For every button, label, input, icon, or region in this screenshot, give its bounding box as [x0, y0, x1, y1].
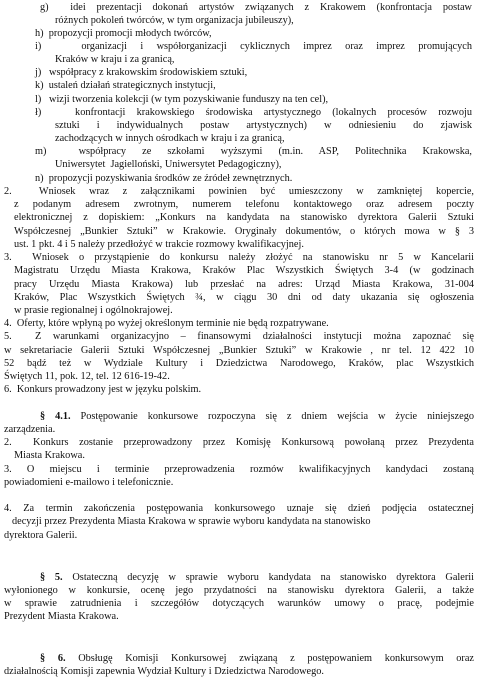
text-line	[55, 132, 285, 145]
line-text: w sprawie zatrudnienia i szczegółów dotyczących warunków umowy o pracę, podejmie	[4, 598, 474, 609]
line-text: 5. Z warunkami organizacyjno – finansowymi działalności instytucji można zapoznać się	[4, 331, 474, 342]
text-line	[40, 1, 472, 14]
line-text: m) współpracy ze szkołami wyższymi (m.in. ASP, Politechnika Krakowska,	[35, 146, 472, 157]
line-text: k) ustaleń działań strategicznych instytucji,	[35, 80, 216, 91]
line-text: 6. Konkurs prowadzony jest w języku polskim.	[4, 384, 202, 395]
text-line	[40, 571, 474, 584]
line-text: 3. Wniosek o przystąpienie do konkursu należy złożyć na stanowisku nr 5 w Kancelarii	[4, 252, 474, 263]
line-text: zachodzących w innych ośrodkach w kraju i za granicą,	[55, 133, 285, 144]
line-text: Miasta Krakowa.	[14, 450, 85, 461]
line-text: decyzji przez Prezydenta Miasta Krakowa w sprawie wyboru kandydata na stanowisko	[12, 516, 371, 527]
text-line	[4, 423, 55, 436]
line-text: zarządzenia.	[4, 424, 56, 435]
line-text: pracy Urzędu Miasta Krakowa) lub przesłać na adres: Urząd Miasta Krakowa, 31-004	[14, 279, 474, 290]
text-line	[4, 317, 329, 330]
text-line	[35, 66, 247, 79]
text-line	[35, 93, 328, 106]
text-line	[4, 251, 474, 264]
line-text: w sekretariacie Galerii Sztuki Współczesnej „Bunkier Sztuki” w Krakowie , nr tel. 12 422 10	[4, 345, 474, 356]
text-line	[4, 357, 474, 370]
line-text: Postępowanie konkursowe rozpoczyna się z dniem wejścia w życie niniejszego	[70, 411, 474, 422]
line-text: 4. Za termin zakończenia postępowania konkursowego uznaje się dzień podjęcia ostatecznej	[4, 503, 474, 514]
line-text: Ostateczną decyzję w sprawie wyboru kandydata na stanowisko dyrektora Galerii	[62, 572, 475, 583]
section-number: § 4.1.	[40, 411, 71, 422]
text-line	[14, 264, 474, 277]
text-line	[35, 27, 212, 40]
line-text: w prasie regionalnej i ogólnokrajowej.	[14, 305, 173, 316]
line-text: Obsługę Komisji Konkursowej związaną z postępowaniem konkursowym oraz	[65, 653, 474, 664]
line-text: z podanym adresem zwrotnym, numerem telefonu kontaktowego oraz adresem poczty	[14, 199, 474, 210]
line-text: l) wizji tworzenia kolekcji (w tym pozyskiwanie funduszy na ten cel),	[35, 94, 329, 105]
text-line	[4, 584, 474, 597]
text-line	[4, 383, 201, 396]
text-line	[4, 476, 173, 489]
line-text: różnych pokoleń twórców, w tym organizacja jubileuszy),	[55, 15, 294, 26]
line-text: Współczesnej „Bunkier Sztuki” w Krakowie. Oryginały dokumentów, o których mowa w § 3	[14, 226, 474, 237]
line-text: n) propozycji pozyskiwania środków ze źródeł zewnętrznych.	[35, 173, 293, 184]
text-line	[4, 529, 77, 542]
text-line	[14, 449, 85, 462]
line-text: powiadomieni e-mailowo i telefonicznie.	[4, 477, 174, 488]
line-text: ust. 1 pkt. 4 i 5 należy przedłożyć w trakcie rozmowy kwalifikacyjnej.	[14, 239, 304, 250]
text-line	[35, 145, 472, 158]
text-line	[4, 597, 474, 610]
section-number: § 6.	[40, 653, 66, 664]
text-line	[55, 53, 175, 66]
text-line	[55, 119, 472, 132]
line-text: sztuki i indywidualnych postaw artystycznych) w odniesieniu do zjawisk	[55, 120, 472, 131]
line-text: działalnością Komisji zapewnia Wydział Kultury i Dziedzictwa Narodowego.	[4, 666, 325, 677]
text-line	[4, 665, 324, 678]
text-line	[55, 158, 281, 171]
text-line	[4, 502, 474, 515]
line-text: 4. Oferty, które wpłyną po wyżej określonym terminie nie będą rozpatrywane.	[4, 318, 329, 329]
line-text: Magistratu Urzędu Miasta Krakowa, Kraków Plac Wszystkich Świętych 3-4 (w godzinach	[14, 265, 474, 276]
line-text: 2. Konkurs zostanie przeprowadzony przez Komisję Konkursową powołaną przez Prezydenta	[4, 437, 474, 448]
line-text: Prezydent Miasta Krakowa.	[4, 611, 119, 622]
text-line	[4, 610, 119, 623]
text-line	[4, 330, 474, 343]
text-line	[35, 172, 292, 185]
text-line	[12, 515, 371, 528]
text-line	[14, 198, 474, 211]
text-line	[14, 304, 173, 317]
text-line	[4, 370, 170, 383]
line-text: 52 bądź też w Wydziale Kultury i Dziedzictwa Narodowego, Kraków, plac Wszystkich	[4, 358, 474, 369]
line-text: elektronicznej z dopiskiem: „Konkurs na kandydata na stanowisko dyrektora Galerii Sztuki	[14, 212, 474, 223]
text-line	[35, 40, 472, 53]
text-line	[4, 463, 474, 476]
line-text: 2. Wniosek wraz z załącznikami powinien być umieszczony w zamkniętej kopercie,	[4, 186, 474, 197]
line-text: ł) konfrontacji krakowskiego środowiska artystycznego (lokalnych procesów rozwoju	[35, 107, 472, 118]
line-text: h) propozycji promocji młodych twórców,	[35, 28, 212, 39]
line-text: wyłonionego w konkursie, ocenę jego przydatności na stanowisku dyrektora Galerii, a także	[4, 585, 474, 596]
text-line	[14, 238, 304, 251]
line-text: Kraków, Plac Wszystkich Świętych ¾, w ciągu 30 dni od daty ukazania się ogłoszenia	[14, 292, 474, 303]
text-line	[14, 211, 474, 224]
text-line	[55, 14, 472, 27]
text-line	[35, 79, 216, 92]
line-text: j) współpracy z krakowskim środowiskiem sztuki,	[35, 67, 248, 78]
line-text: Uniwersytet Jagielloński, Uniwersytet Pedagogiczny),	[55, 159, 282, 170]
text-line	[14, 225, 474, 238]
text-line	[40, 410, 474, 423]
line-text: i) organizacji i współorganizacji cyklicznych imprez oraz imprez promujących	[35, 41, 472, 52]
line-text: Świętych 11, pok. 12, tel. 12 616-19-42.	[4, 371, 170, 382]
line-text: Kraków w kraju i za granicą,	[55, 54, 175, 65]
text-line	[4, 344, 474, 357]
text-line	[14, 278, 474, 291]
text-line	[4, 185, 474, 198]
section-number: § 5.	[40, 572, 63, 583]
text-line	[4, 436, 474, 449]
text-line	[40, 652, 474, 665]
line-text: 3. O miejscu i terminie przeprowadzenia rozmów kwalifikacyjnych kandydaci zostaną	[4, 464, 474, 475]
text-line	[14, 291, 474, 304]
text-line	[35, 106, 472, 119]
line-text: g) idei prezentacji dokonań artystów związanych z Krakowem (konfrontacja postaw	[40, 2, 472, 13]
line-text: dyrektora Galerii.	[4, 530, 78, 541]
